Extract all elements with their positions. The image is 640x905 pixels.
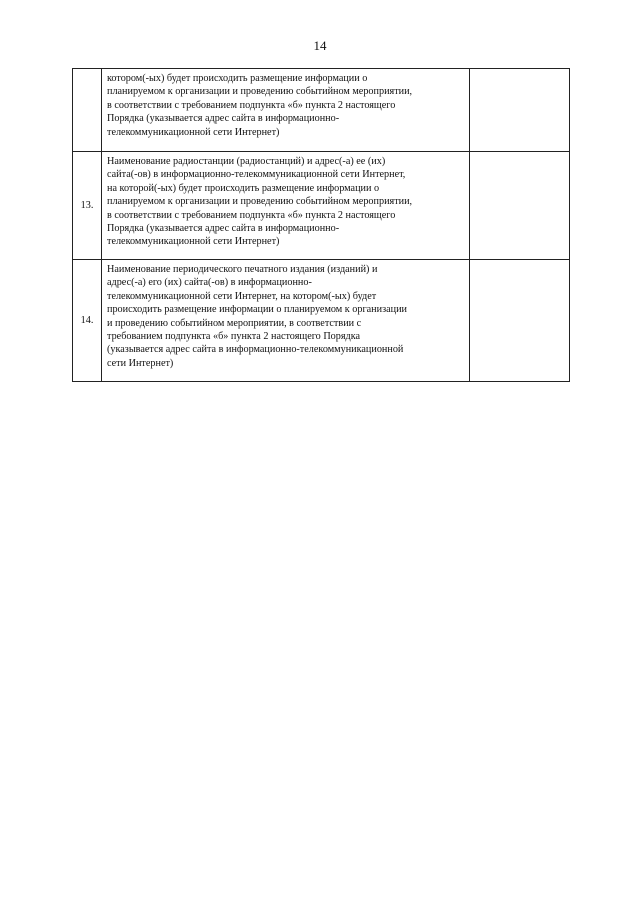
description-line: планируемом к организации и проведению событийном мероприятии,	[107, 196, 413, 208]
description-line: телекоммуникационной сети Интернет)	[107, 236, 280, 248]
description-line: сайта(-ов) в информационно-телекоммуникационной сети Интернет,	[107, 169, 406, 181]
description-line: происходить размещение информации о планируемом к организации	[107, 304, 407, 316]
description-line: телекоммуникационной сети Интернет)	[107, 126, 280, 138]
table-row	[73, 260, 570, 382]
description-line: планируемом к организации и проведению событийном мероприятии,	[107, 86, 413, 98]
requirements-table	[72, 68, 570, 382]
description-line: Наименование радиостанции (радиостанций) и адрес(-а) ее (их)	[107, 156, 386, 167]
row-description-cell	[102, 260, 470, 382]
table-row	[73, 152, 570, 260]
description-line: Наименование периодического печатного издания (изданий) и	[107, 264, 378, 275]
description-line: требованием подпункта «б» пункта 2 настоящего Порядка	[107, 331, 361, 343]
row-number-cell: 14.	[73, 260, 102, 382]
description-line: сети Интернет)	[107, 357, 174, 369]
row-description-cell	[102, 152, 470, 260]
row-value-cell[interactable]	[470, 260, 570, 382]
description-line: телекоммуникационной сети Интернет, на котором(-ых) будет	[107, 290, 377, 302]
page-number: 14	[313, 38, 327, 53]
description-line: на которой(-ых) будет происходить размещение информации о	[107, 182, 380, 194]
description-line: в соответствии с требованием подпункта «б» пункта 2 настоящего	[107, 99, 396, 111]
description-line: в соответствии с требованием подпункта «б» пункта 2 настоящего	[107, 209, 396, 221]
row-number-cell: 13.	[73, 152, 102, 260]
description-line: (указывается адрес сайта в информационно-телекоммуникационной	[107, 344, 404, 356]
description-line: Порядка (указывается адрес сайта в информационно-	[107, 223, 340, 235]
description-line: и проведению событийном мероприятии, в соответствии с	[107, 317, 362, 329]
row-value-cell[interactable]	[470, 69, 570, 152]
description-line: Порядка (указывается адрес сайта в информационно-	[107, 113, 340, 125]
row-value-cell[interactable]	[470, 152, 570, 260]
row-number-cell	[73, 69, 102, 152]
table-row	[73, 69, 570, 152]
description-line: котором(-ых) будет происходить размещение информации о	[107, 73, 368, 84]
row-description-cell	[102, 69, 470, 152]
description-line: адрес(-а) его (их) сайта(-ов) в информационно-	[107, 277, 312, 289]
